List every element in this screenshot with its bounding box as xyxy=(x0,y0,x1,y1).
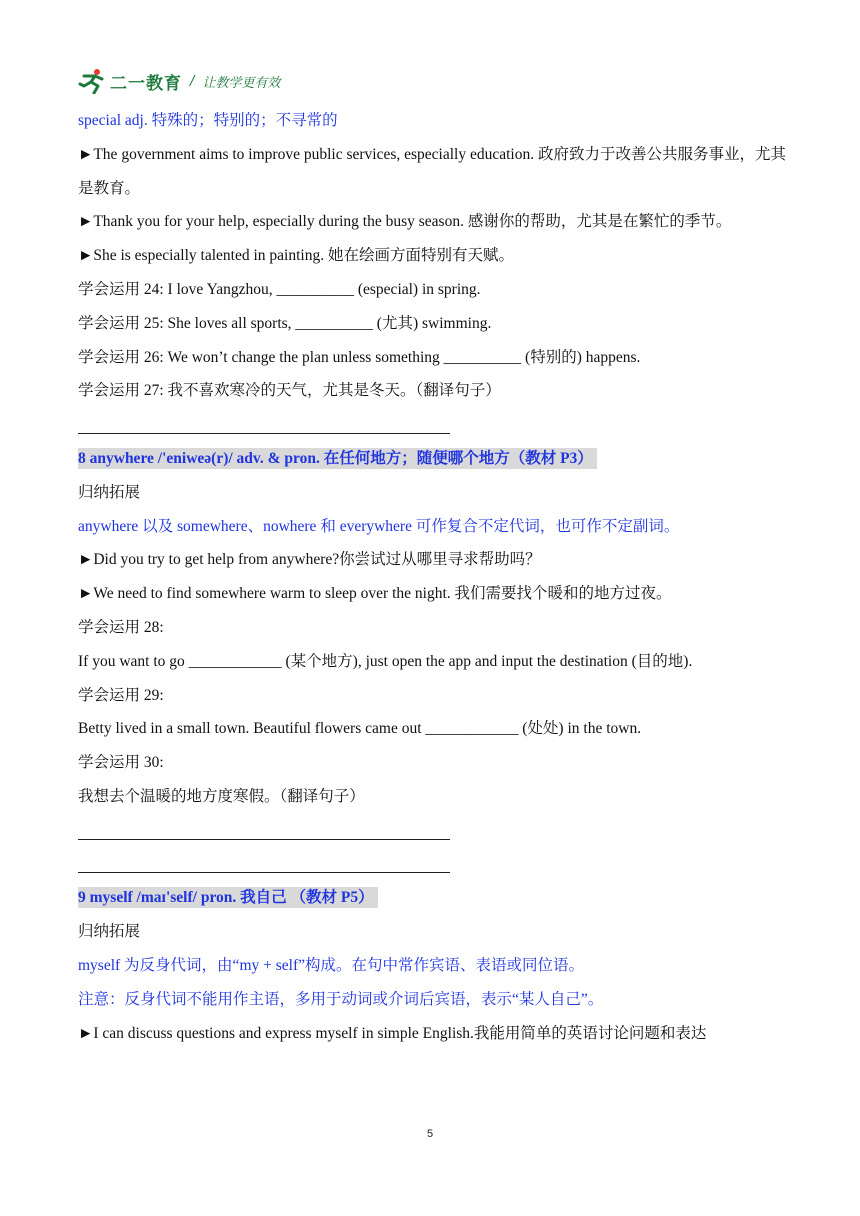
section-heading-anywhere xyxy=(78,442,788,476)
exercise-26: 学会运用 26: We won’t change the plan unless something __________ (特别的) happens. xyxy=(78,348,641,366)
header-slogan: 让教学更有效 xyxy=(202,75,281,91)
exercise-30: 我想去个温暖的地方度寒假。（翻译句子） xyxy=(78,787,365,805)
exercise-30-label: 学会运用 30: xyxy=(78,754,164,772)
exercise-27: 学会运用 27: 我不喜欢寒冷的天气，尤其是冬天。（翻译句子） xyxy=(78,382,501,400)
runner-logo-icon xyxy=(78,68,108,94)
answer-line xyxy=(78,848,788,882)
subheading-extension: 归纳拓展 xyxy=(78,923,141,941)
exercise-28-label: 学会运用 28: xyxy=(78,618,164,636)
vocab-special-definition: special adj. 特殊的；特别的；不寻常的 xyxy=(78,112,338,129)
grammar-note: anywhere 以及 somewhere、nowhere 和 everywhere 可作复合不定代词，也可作不定副词。 xyxy=(78,517,680,535)
example-sentence: ►The government aims to improve public services, especially education. 政府致力于改善公共服务事业，尤其是教育。 xyxy=(78,145,786,197)
example-sentence: ►We need to find somewhere warm to sleep over the night. 我们需要找个暖和的地方过夜。 xyxy=(78,585,672,603)
logo-text: 二一教育 xyxy=(110,73,182,94)
logo xyxy=(78,68,182,94)
grammar-note: myself 为反身代词，由“my + self”构成。在句中常作宾语、表语或同位语。 xyxy=(78,956,584,974)
answer-line xyxy=(78,814,788,848)
page-header xyxy=(78,66,280,96)
example-sentence: ►Thank you for your help, especially during the busy season. 感谢你的帮助，尤其是在繁忙的季节。 xyxy=(78,213,732,231)
page-number: 5 xyxy=(426,1128,434,1140)
example-sentence: ►I can discuss questions and express myself in simple English.我能用简单的英语讨论问题和表达 xyxy=(78,1024,707,1042)
subheading-extension: 归纳拓展 xyxy=(78,483,141,501)
exercise-24: 学会运用 24: I love Yangzhou, __________ (especial) in spring. xyxy=(78,280,481,298)
example-sentence: ►Did you try to get help from anywhere?你尝试过从哪里寻求帮助吗？ xyxy=(78,551,541,569)
header-separator: / xyxy=(190,73,195,89)
exercise-25: 学会运用 25: She loves all sports, __________ (尤其) swimming. xyxy=(78,314,492,332)
section-heading-text: 8 anywhere /'eniweə(r)/ adv. & pron. 在任何地方；随便哪个地方（教材 P3） xyxy=(78,448,597,469)
section-heading-myself xyxy=(78,881,788,915)
grammar-caution: 注意：反身代词不能用作主语，多用于动词或介词后宾语，表示“某人自己”。 xyxy=(78,990,604,1008)
example-sentence: ►She is especially talented in painting. 她在绘画方面特别有天赋。 xyxy=(78,247,514,265)
exercise-28: If you want to go ____________ (某个地方), just open the app and input the destination (目的地). xyxy=(78,652,693,670)
document-body xyxy=(78,104,788,1050)
answer-line xyxy=(78,408,788,442)
exercise-29-label: 学会运用 29: xyxy=(78,686,164,704)
exercise-29: Betty lived in a small town. Beautiful flowers came out ____________ (处处) in the town. xyxy=(78,720,642,738)
section-heading-text: 9 myself /maɪ'self/ pron. 我自己 （教材 P5） xyxy=(78,887,378,908)
